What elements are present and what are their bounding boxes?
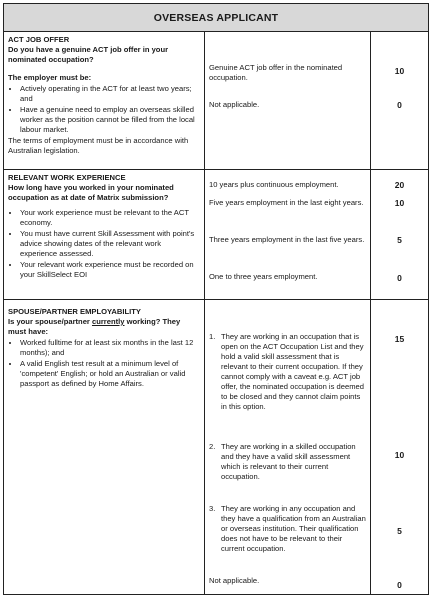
section-points xyxy=(371,32,428,169)
option-number: 1. xyxy=(209,332,216,341)
list-item: • Have a genuine need to employ an overseas skilled worker as the position cannot be filled from the local labour market. xyxy=(20,105,200,135)
section-options xyxy=(205,170,371,299)
option-points: 0 xyxy=(397,273,402,283)
option-points: 10 xyxy=(394,450,405,460)
option-points: 10 xyxy=(394,198,405,208)
option-label: They are working in an occupation that is open on the ACT Occupation List and they hold a valid skill assessment that is relevant to their current occupation. If they cannot comply with a caveat e.g. ACT job offer, the nominated occupation is deemed to be closed and they cannot claim points in this option. xyxy=(221,332,364,411)
option-label: Three years employment in the last five years. xyxy=(209,235,365,244)
option-label: Not applicable. xyxy=(209,576,260,585)
option-number: 3. xyxy=(209,504,216,513)
list-item: • Your relevant work experience must be recorded on your SkillSelect EOI xyxy=(20,260,200,280)
option-item xyxy=(209,332,367,412)
section-act-job-offer xyxy=(4,32,428,170)
option-label: Not applicable. xyxy=(209,100,260,109)
section-heading: RELEVANT WORK EXPERIENCE xyxy=(8,173,126,182)
section-points xyxy=(371,300,428,594)
section-heading: SPOUSE/PARTNER EMPLOYABILITY xyxy=(8,307,141,316)
option-label: One to three years employment. xyxy=(209,272,318,281)
option-label: 10 years plus continuous employment. xyxy=(209,180,339,189)
section-heading: ACT JOB OFFER xyxy=(8,35,70,44)
option-label: They are working in any occupation and they have a qualification from an Australian or overseas institution. Their qualification does not have to be relevant to their current occupation. xyxy=(221,504,366,553)
section-criteria xyxy=(4,32,205,169)
option-points: 5 xyxy=(397,526,402,536)
section-points xyxy=(371,170,428,299)
option-item xyxy=(209,442,367,482)
list-item: • A valid English test result at a minimum level of 'competent' English; or hold an Australian or valid passport as defined by Home Affairs. xyxy=(20,359,200,389)
section-options xyxy=(205,32,371,169)
option-label: Genuine ACT job offer in the nominated occupation. xyxy=(209,63,343,82)
list-item: • Actively operating in the ACT for at least two years; and xyxy=(20,84,200,104)
option-label: They are working in a skilled occupation and they have a valid skill assessment which is relevant to their current occupation. xyxy=(221,442,356,481)
section-criteria xyxy=(4,300,205,594)
section-options xyxy=(205,300,371,594)
section-question: Do you have a genuine ACT job offer in your nominated occupation? xyxy=(8,45,169,64)
option-points: 15 xyxy=(394,334,405,344)
option-points: 0 xyxy=(397,580,402,590)
option-points: 20 xyxy=(394,180,405,190)
section-criteria xyxy=(4,170,205,299)
section-question: How long have you worked in your nominated occupation as at date of Matrix submission? xyxy=(8,183,174,202)
section-spouse-employability xyxy=(4,300,428,594)
section-intro: The employer must be: xyxy=(8,73,92,82)
criteria-list xyxy=(8,84,200,135)
list-item: • Worked fulltime for at least six months in the last 12 months); and xyxy=(20,338,200,358)
criteria-list xyxy=(8,208,200,280)
list-item: • You must have current Skill Assessment with point's advice showing dates of the relevant work experience assessed. xyxy=(20,229,200,259)
section-note: The terms of employment must be in accordance with Australian legislation. xyxy=(8,136,189,155)
list-item: • Your work experience must be relevant to the ACT economy. xyxy=(20,208,200,228)
table-title: OVERSEAS APPLICANT xyxy=(4,4,428,32)
option-points: 5 xyxy=(397,235,402,245)
section-work-experience xyxy=(4,170,428,300)
criteria-list xyxy=(8,338,200,389)
option-points: 10 xyxy=(394,66,405,76)
section-question: Is your spouse/partner currently working? They must have: xyxy=(8,317,181,336)
option-label: Five years employment in the last eight years. xyxy=(209,198,364,207)
option-number: 2. xyxy=(209,442,216,451)
option-points: 0 xyxy=(397,100,402,110)
option-item xyxy=(209,504,367,554)
applicant-table xyxy=(3,3,429,595)
